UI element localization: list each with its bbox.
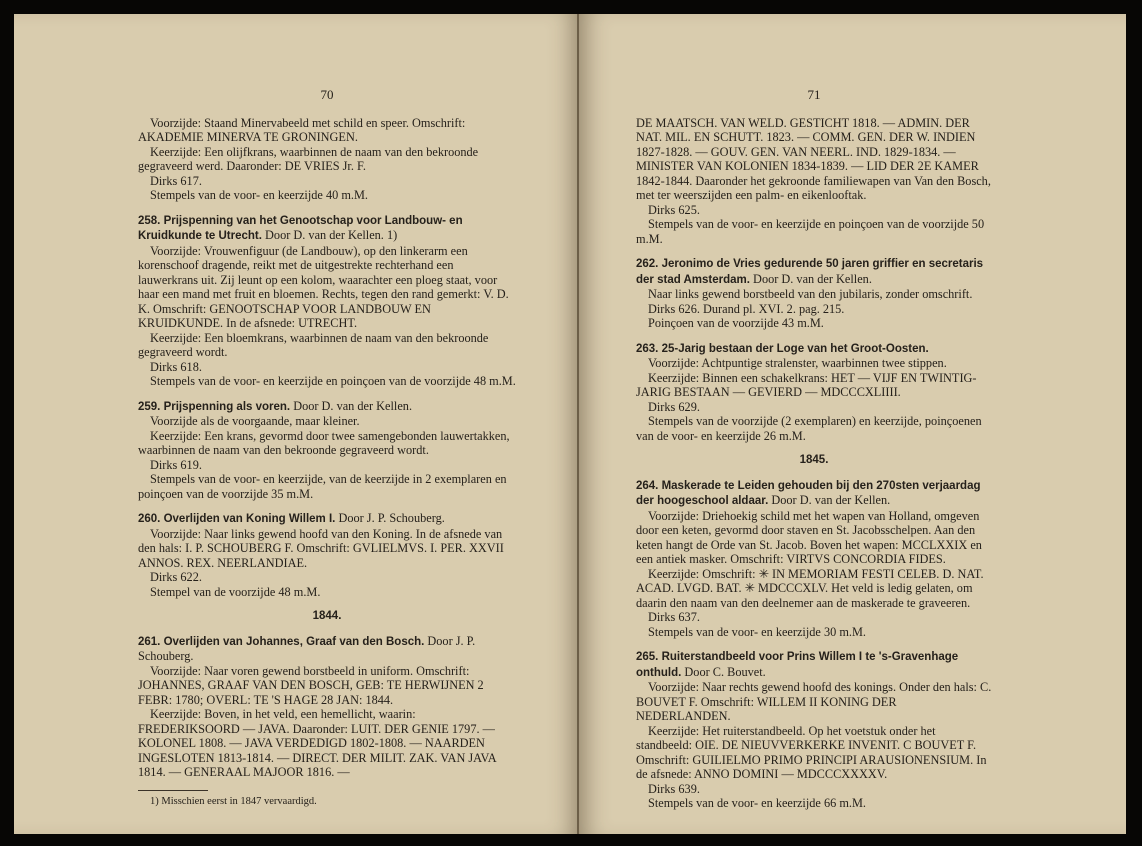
- body-paragraph: Keerzijde: Het ruiterstandbeeld. Op het voetstuk onder het standbeeld: OIE. DE NIEUVVERKERKE INVENIT. C BOUVET F. Omschrift: GUILIELMO PRIMO PRINCIPI ARAUSIONENSIUM. In de afsnede: ANNO DOMINI — MDCCCXXXXV.: [636, 723, 987, 781]
- body-paragraph: Dirks 625.: [648, 202, 700, 217]
- entry-title: 261. Overlijden van Johannes, Graaf van den Bosch.: [138, 635, 425, 648]
- paragraph-gap: [138, 203, 516, 213]
- entry-title: 263. 25-Jarig bestaan der Loge van het Groot-Oosten.: [636, 342, 929, 355]
- body-paragraph: Voorzijde als de voorgaande, maar kleiner.: [150, 414, 360, 428]
- entry-title: 265. Ruiterstandbeeld voor Prins Willem I te 's-Gravenhage onthuld.: [636, 651, 959, 679]
- body-paragraph: Dirks 629.: [648, 399, 700, 414]
- body-paragraph: Voorzijde: Staand Minervabeeld met schild en speer. Omschrift: AKADEMIE MINERVA TE GRONINGEN.: [138, 115, 466, 144]
- paragraph-gap: [138, 501, 516, 511]
- body-paragraph: Stempels van de voorzijde (2 exemplaren) en keerzijde, poinçoenen van de voor- en keerzijde 26 m.M.: [636, 414, 982, 443]
- catalog-entry-heading: [636, 649, 992, 680]
- body-paragraph: Stempels van de voor- en keerzijde 66 m.M.: [648, 796, 866, 810]
- body-paragraph: Stempels van de voor- en keerzijde 40 m.M.: [150, 188, 368, 202]
- catalog-entry-heading: [138, 634, 516, 664]
- body-paragraph: Keerzijde: Binnen een schakelkrans: HET — VIJF EN TWINTIG-JARIG BESTAAN — GEVIERD — MDCCCXLIIII.: [636, 370, 977, 399]
- body-paragraph: Voorzijde: Driehoekig schild met het wapen van Holland, omgeven door een keten, gevormd door staven en St. Jacobsschelpen. Aan den keten hangt de Orde van St. Jacob. Boven het wapen: MCCLXXIX en een antiek masker. Omschrift: VIRTVS CONCORDIA FIDES.: [636, 508, 982, 566]
- catalog-entry-heading: [636, 256, 992, 287]
- body-paragraph: Voorzijde: Achtpuntige stralenster, waarbinnen twee stippen.: [648, 356, 947, 370]
- entry-author: Door J. P. Schouberg.: [335, 511, 445, 525]
- body-paragraph: Keerzijde: Boven, in het veld, een hemellicht, waarin: FREDERIKSOORD — JAVA. Daaronder: LUIT. DER GENIE 1797. — KOLONEL 1808. — JAVA VERDEDIGD 1802-1808. — NAARDEN INGESLOTEN 1813-1814. — DIRECT. DER MILIT. ZAK. VAN JAVA 1814. — GENERAAL MAJOOR 1816. —: [138, 707, 496, 779]
- paragraph-gap: [636, 331, 992, 341]
- body-paragraph: Dirks 626. Durand pl. XVI. 2. pag. 215.: [648, 301, 845, 316]
- body-paragraph: Stempels van de voor- en keerzijde 30 m.M.: [648, 624, 866, 639]
- body-paragraph: Keerzijde: Omschrift: ✳ IN MEMORIAM FESTI CELEB. D. NAT. ACAD. LVGD. BAT. ✳ MDCCCXLV. Het veld is ledig gelaten, om daarin den naam van den deelnemer aan de maskerade te graveeren.: [636, 566, 984, 610]
- body-paragraph: Dirks 639.: [648, 781, 700, 796]
- left-page-text: [138, 116, 516, 780]
- body-paragraph: Keerzijde: Een krans, gevormd door twee samengebonden lauwertakken, waarbinnen de naam van den bekroonde gegraveerd wordt.: [138, 428, 510, 457]
- body-paragraph: Dirks 622.: [150, 570, 202, 584]
- entry-author: Door D. van der Kellen.: [290, 398, 413, 413]
- body-paragraph: Voorzijde: Naar voren gewend borstbeeld in uniform. Omschrift: JOHANNES, GRAAF VAN DEN BOSCH, GEB: TE HERWIJNEN 2 FEBR: 1780; OVERL: TE 'S HAGE 28 JAN: 1844.: [138, 663, 484, 707]
- body-paragraph: Poinçoen van de voorzijde 43 m.M.: [648, 316, 824, 330]
- body-paragraph: Keerzijde: Een olijfkrans, waarbinnen de naam van den bekroonde gegraveerd werd. Daaronder: DE VRIES Jr. F.: [138, 144, 479, 173]
- body-paragraph: Dirks 617.: [150, 173, 202, 188]
- entry-title: 259. Prijspenning als voren.: [138, 400, 291, 413]
- entry-title: 264. Maskerade te Leiden gehouden bij den 270sten verjaardag der hoogeschool aldaar.: [636, 479, 981, 507]
- entry-author: Door D. van der Kellen.: [768, 493, 891, 507]
- body-paragraph: Naar links gewend borstbeeld van den jubilaris, zonder omschrift.: [648, 287, 973, 301]
- left-page-content: [138, 88, 516, 809]
- entry-author: Door D. van der Kellen. 1): [261, 228, 398, 242]
- paragraph-gap: [636, 246, 992, 256]
- right-page-content: [636, 88, 992, 811]
- body-paragraph: Dirks 619.: [150, 457, 202, 472]
- body-paragraph: Voorzijde: Vrouwenfiguur (de Landbouw), op den linkerarm een korenschoof dragende, reikt met de uitgestrekte rechterhand een lauwerkrans uit. Zij leunt op een kolom, waarachter een ploeg staat, voor haar een mand met fruit en bloemen. Rechts, tegen den rand gemerkt: V. D. K. Omschrift: GENOOTSCHAP VOOR LANDBOUW EN KRUIDKUNDE. In de afsnede: UTRECHT.: [138, 243, 509, 330]
- footnote: 1) Misschien eerst in 1847 vervaardigd.: [150, 795, 317, 807]
- body-paragraph: Stempels van de voor- en keerzijde en poinçoen van de voorzijde 48 m.M.: [150, 374, 516, 388]
- entry-author: Door J. P. Schouberg.: [138, 633, 476, 663]
- page-number: 70: [320, 87, 334, 102]
- catalog-entry-heading: [138, 399, 516, 415]
- body-paragraph: Dirks 618.: [150, 359, 202, 374]
- catalog-entry-heading: [138, 511, 516, 527]
- catalog-entry-heading: [636, 478, 992, 509]
- catalog-entry-heading: [636, 341, 992, 357]
- entry-author: Door D. van der Kellen.: [749, 271, 872, 286]
- body-paragraph: DE MAATSCH. VAN WELD. GESTICHT 1818. — ADMIN. DER NAT. MIL. EN SCHUTT. 1823. — COMM. GEN. DER W. INDIEN 1827-1828. — GOUV. GEN. VAN NEERL. IND. 1829-1834. — MINISTER VAN KOLONIEN 1834-1839. — LID DER 2E KAMER 1842-1844. Daaronder het gekroonde familiewapen van Van den Bosch, met ter weerszijden een palm- en eikenlooftak.: [636, 115, 991, 202]
- page-number: 71: [807, 87, 821, 102]
- paragraph-gap: [138, 389, 516, 399]
- catalog-entry-heading: [138, 213, 516, 244]
- body-paragraph: Stempel van de voorzijde 48 m.M.: [150, 584, 321, 599]
- body-paragraph: Keerzijde: Een bloemkrans, waarbinnen de naam van den bekroonde gegraveerd wordt.: [138, 330, 489, 359]
- year-heading: 1845.: [799, 454, 829, 466]
- body-paragraph: Stempels van de voor- en keerzijde en poinçoen van de voorzijde 50 m.M.: [636, 217, 985, 246]
- body-paragraph: Voorzijde: Naar links gewend hoofd van den Koning. In de afsnede van den hals: I. P. SCHOUBERG F. Omschrift: GVLIELMVS. I. PER. XXVII ANNOS. REX. NEERLANDIAE.: [138, 526, 504, 570]
- right-page: [579, 14, 1126, 834]
- body-paragraph: Voorzijde: Naar rechts gewend hoofd des konings. Onder den hals: C. BOUVET F. Omschrift: WILLEM II KONING DER NEDERLANDEN.: [636, 680, 992, 723]
- left-page: [14, 14, 579, 834]
- right-page-text: [636, 116, 992, 811]
- entry-title: 262. Jeronimo de Vries gedurende 50 jaren griffier en secretaris der stad Amsterdam.: [636, 258, 984, 286]
- entry-author: Door C. Bouvet.: [681, 664, 766, 679]
- year-heading: 1844.: [312, 610, 342, 622]
- footnote-rule: [138, 790, 208, 791]
- entry-title: 260. Overlijden van Koning Willem I.: [138, 513, 336, 525]
- body-paragraph: Dirks 637.: [648, 610, 700, 624]
- paragraph-gap: [636, 639, 992, 649]
- body-paragraph: Stempels van de voor- en keerzijde, van de keerzijde in 2 exemplaren en poinçoen van de voorzijde 35 m.M.: [138, 472, 507, 501]
- entry-title: 258. Prijspenning van het Genootschap voor Landbouw- en Kruidkunde te Utrecht.: [138, 214, 463, 242]
